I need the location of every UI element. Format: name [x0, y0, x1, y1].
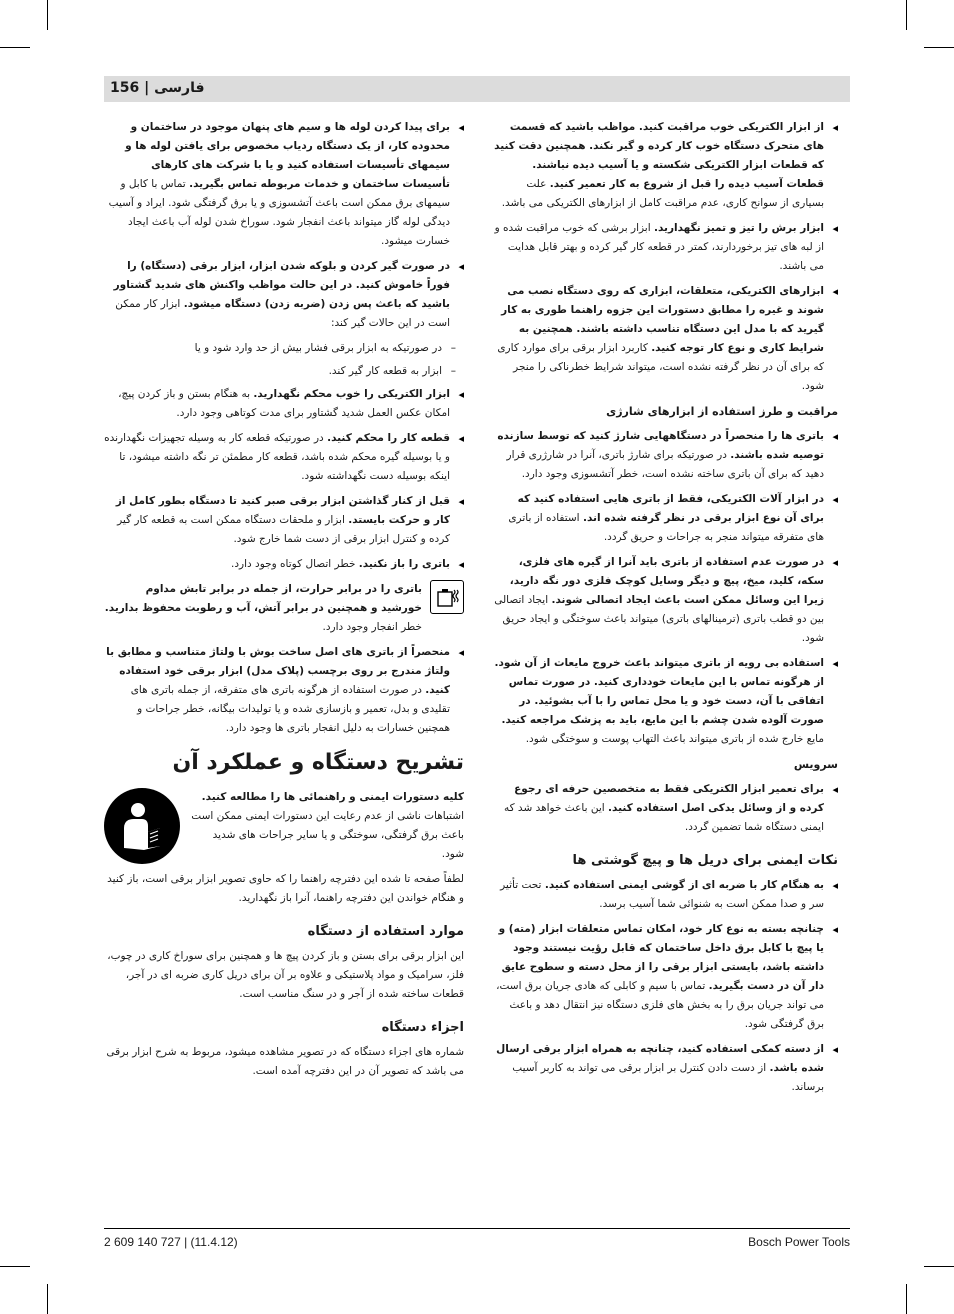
list-item: ◂ باتری ها را منحصراً در دستگاههایی شارژ کنید که توسط سازنده توصیه شده باشند. در صورتیکه برای شارژ باتری، آنرا در شارژری قرار دهید که برای آن باتری ساخته نشده است، خطر آتشسوزی وجود دارد. [492, 427, 838, 484]
list-item: ◂ برای پیدا کردن لوله ها و سیم های پنهان موجود در ساختمان و محدوده کار، از یک دستگاه ردیاب مخصوص برای یافتن لوله ها و سیمهای تأسیسات استفاده کنید و یا با شرکت های کارهای تأسیسات ساختمان و خدمات مربوطه تماس بگیرید. تماس با کابل و سیمهای برق ممکن است باعث آتشسوزی و یا برق گرفتگی شود. ایراد و آسیب دیدگی لوله گاز میتواند باعث انفجار شود. سوراخ شدن لوله آب باعث ایجاد خسارت میشود. [104, 118, 464, 251]
paragraph: این ابزار برقی برای بستن و باز کردن پیچ ها و همچنین برای سوراخ کاری در چوب، فلز، سرامیک و مواد پلاستیکی و علاوه بر آن برای دریل کاری ضربه ای در آجر، قطعات ساخته شده از آجر و در سنگ مناسب است. [107, 950, 464, 1000]
battery-heat-warning-icon [430, 580, 464, 614]
crop-mark [0, 47, 30, 48]
section-heading: نکات ایمنی برای دریل ها و پیچ گوشتی ها [572, 853, 838, 868]
crop-mark [906, 1284, 907, 1314]
section-heading: اجزاء دستگاه [381, 1020, 464, 1035]
paragraph: لطفاً صفحه تا شده این دفترچه راهنما را که حاوی تصویر ابزار برقی است، باز کنید و هنگام خواندن این دفترچه راهنما، آنرا باز نگهدارید. [107, 873, 464, 904]
list-item: ◂ چنانچه بسته به نوع کار خود، امکان تماس متعلقات ابزار (مته) و یا پیچ با کابل برق داخل ساختمان که قابل رؤیت نیستند وجود داشته باشد، بایستی ابزار برقی را از محل دسته و سطوح عایق دار آن در دست بگیرید. تماس با سیم و کابلی که هادی جریان برق است، می تواند جریان برق را به بخش های فلزی دستگاه نیز انتقال دهد و باعث برق گرفتگی شود. [492, 920, 838, 1034]
footer-divider [104, 1228, 850, 1229]
list-item: ◂ در ابزار آلات الکتریکی، فقط از باتری هایی استفاده کنید که برای آن نوع ابزار برقی در نظر گرفته شده اند. استفاده از باتری های متفرقه میتواند منجر به جراحات و حریق گردد. [492, 490, 838, 547]
list-item: باتری را در برابر حرارت، از جمله در برابر تابش مداوم خورشید و همچنین در برابر آتش، آب و رطوبت محفوظ بدارید. خطر انفجار وجود دارد. [104, 580, 464, 637]
list-item: ◂ از ابزار الکتریکی خوب مراقبت کنید. مواظب باشید که قسمت های متحرک دستگاه خوب کار کرده و گیر نکند. همچنین دقت کنید که قطعات ابزار الکتریکی شکسته و یا آسیب دیده نباشند. قطعات آسیب دیده را قبل از شروع به کار تعمیر کنید. علت بسیاری از سوانح کاری، عدم مراقبت کامل از ابزارهای الکتریکی می باشد. [492, 118, 838, 213]
list-item: ◂ منحصراً از باتری های اصل ساخت بوش با ولتاژ متناسب و مطابق با ولتاژ مندرج بر روی برچسب (پلاک مدل) ابزار برقی خود استفاده کنید. در صورت استفاده از هرگونه باتری های متفرقه، از جمله باتری های تقلیدی و بدل، تعمیر و بازسازی شده و یا تولیدات بیگانه، خطر جراحات و همچنین خسارات به دلیل انفجار باتری ها وجود دارد. [104, 643, 464, 738]
list-item: ◂ استفاده بی رویه از باتری میتواند باعث خروج مایعات از آن شود. از هرگونه تماس با این مایعات خودداری کنید. در صورت تماس اتفاقی با آن، دست خود و یا محل تماس را با آب بشوئید. در صورت آلوده شدن چشم با این مایع، باید به پزشک مراجعه کنید. مایع خارج شده از باتری میتواند باعث التهاب پوست و سوختگی شود. [492, 654, 838, 749]
header-bar [104, 76, 850, 102]
left-column [104, 118, 464, 1087]
list-item: ◂ در صورت گیر کردن و بلوکه شدن ابزار، ابزار برقی (دستگاه) را فوراً خاموش کنید. در این حالت مواظب واکنش های شدید گشتاور باشید که باعث پس زدن (ضربه زدن) دستگاه میشود. ابزار کار ممکن است در این حالات گیر کند: [104, 257, 464, 333]
section-heading: مراقبت و طرز استفاده از ابزارهای شارژی [606, 405, 838, 418]
list-item: ◂ ابزار برش را تیز و تمیز نگهدارید. ابزار برشی که خوب مراقبت شده و از لبه های تیز برخوردارند، کمتر در قطعه کار گیر کرده و بهتر قابل هدایت می باشند. [492, 219, 838, 276]
page-label: 156 | فارسی [110, 80, 205, 96]
brand-name: Bosch Power Tools [748, 1235, 850, 1249]
list-item: ◂ ابزارهای الکتریکی، متعلقات، ابزاری که روی دستگاه نصب می شوند و غیره را مطابق دستورات این جزوه راهنما طوری به کار گیرید که با مدل این دستگاه تناسب داشته باشند. همچنین به شرایط کاری و نوع کار توجه کنید. کاربرد ابزار برقی برای موارد کاری که برای آن در نظر گرفته نشده است، میتواند شرایط خطرناکی را منجر شود. [492, 282, 838, 396]
right-column [492, 118, 838, 1103]
crop-mark [906, 0, 907, 30]
read-manual-icon [104, 788, 180, 864]
list-item: ◂ ابزار الکتریکی را خوب محکم نگهدارید. به هنگام بستن و باز کردن پیچ، امکان عکس العمل شدید گشتاور برای مدت کوتاهی وجود دارد. [104, 385, 464, 423]
list-item: ◂ باتری را باز نکنید. خطر اتصال کوتاه وجود دارد. [104, 555, 464, 574]
list-item: ◂ در صورت عدم استفاده از باتری باید آنرا از گیره های فلزی، سکه، کلید، میخ، پیچ و دیگر وسایل کوچک فلزی دور نگه دارید، زیرا این وسائل ممکن است باعث ایجاد اتصالی شوند. ایجاد اتصالی بین دو قطب باتری (ترمینالهای باتری) میتواند باعث سوختگی و ایجاد حریق شود. [492, 553, 838, 648]
crop-mark [924, 1266, 954, 1267]
crop-mark [47, 1284, 48, 1314]
crop-mark [47, 0, 48, 30]
list-item: ◂ از دسته کمکی استفاده کنید، چنانچه به همراه ابزار برقی ارسال شده باشد. از دست دادن کنترل بر ابزار برقی می تواند به کاربر آسیب برساند. [492, 1040, 838, 1097]
paragraph: شماره های اجزاء دستگاه که در تصویر مشاهده میشود، مربوط به شرح ابزار برقی می باشد که تصویر آن در این دفترچه آمده است. [106, 1046, 464, 1077]
read-manual-notice: کلیه دستورات ایمنی و راهنمائی ها را مطالعه کنید. اشتباهات ناشی از عدم رعایت این دستورات ایمنی ممکن است باعث برق گرفتگی، سوختگی و یا سایر جراحات های شدید شود. [104, 788, 464, 864]
section-title: تشریح دستگاه و عملکرد آن [172, 750, 464, 775]
dash-item: – در صورتیکه به ابزار برقی فشار بیش از حد وارد شود و یا [104, 339, 464, 358]
list-item: ◂ قطعه کار را محکم کنید. در صورتیکه قطعه کار به وسیله تجهیزات نگهدارنده و یا بوسیله گیره محکم شده باشد، قطعه کار مطمئن تر نگه داشته میشود، تا اینکه بوسیله دست نگهداشته شود. [104, 429, 464, 486]
list-item: ◂ برای تعمیر ابزار الکتریکی فقط به متخصصین حرفه ای رجوع کرده و از وسائل یدکی اصل استفاده کنید. این باعث خواهد شد که ایمنی دستگاه شما تضمین گردد. [492, 780, 838, 837]
list-item: ◂ به هنگام کار با ضربه ای از گوشی ایمنی استفاده کنید. تحت تأثیر سر و صدا ممکن است به شنوائی شما آسیب برسد. [492, 876, 838, 914]
section-heading: سرویس [793, 758, 838, 771]
section-heading: موارد استفاده از دستگاه [307, 924, 464, 939]
doc-number: 2 609 140 727 | (11.4.12) [104, 1235, 238, 1249]
crop-mark [924, 47, 954, 48]
crop-mark [0, 1266, 30, 1267]
dash-item: – ابزار به قطعه کار گیر کند. [104, 362, 464, 381]
list-item: ◂ قبل از کنار گذاشتن ابزار برقی صبر کنید تا دستگاه بطور کامل از کار و حرکت بایستد. ابزار و ملحقات دستگاه ممکن است به قطعه کار گیر کرده و کنترل ابزار برقی از دست شما خارج شود. [104, 492, 464, 549]
